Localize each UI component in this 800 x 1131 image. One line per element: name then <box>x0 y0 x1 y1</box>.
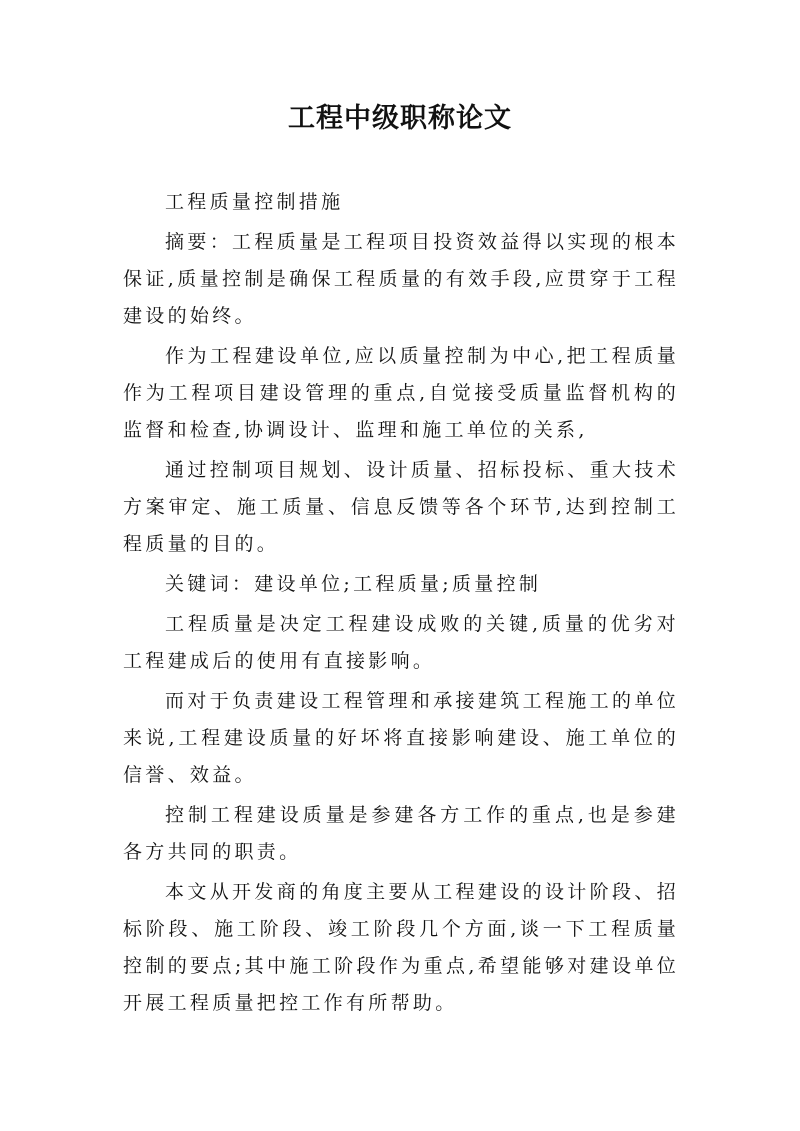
abstract-paragraph: 摘要：工程质量是工程项目投资效益得以实现的根本保证,质量控制是确保工程质量的有效手段,应贯穿于工程建设的始终。 <box>123 231 679 327</box>
document-body <box>123 184 679 1025</box>
section-heading: 工程质量控制措施 <box>165 191 344 213</box>
body-paragraph: 作为工程建设单位,应以质量控制为中心,把工程质量作为工程项目建设管理的重点,自觉接受质量监督机构的监督和检查,协调设计、监理和施工单位的关系, <box>123 345 679 441</box>
document-title: 工程中级职称论文 <box>288 103 512 134</box>
body-paragraph: 本文从开发商的角度主要从工程建设的设计阶段、招标阶段、施工阶段、竣工阶段几个方面,谈一下工程质量控制的要点;其中施工阶段作为重点,希望能够对建设单位开展工程质量把控工作有所帮助。 <box>123 881 679 1014</box>
body-paragraph: 控制工程建设质量是参建各方工作的重点,也是参建各方共同的职责。 <box>123 804 679 863</box>
body-paragraph: 而对于负责建设工程管理和承接建筑工程施工的单位来说,工程建设质量的好坏将直接影响建设、施工单位的信誉、效益。 <box>123 690 679 786</box>
body-paragraph: 工程质量是决定工程建设成败的关键,质量的优劣对工程建成后的使用有直接影响。 <box>123 613 679 672</box>
keywords-paragraph: 关键词：建设单位;工程质量;质量控制 <box>165 573 542 595</box>
body-paragraph: 通过控制项目规划、设计质量、招标投标、重大技术方案审定、施工质量、信息反馈等各个环节,达到控制工程质量的目的。 <box>123 459 679 555</box>
